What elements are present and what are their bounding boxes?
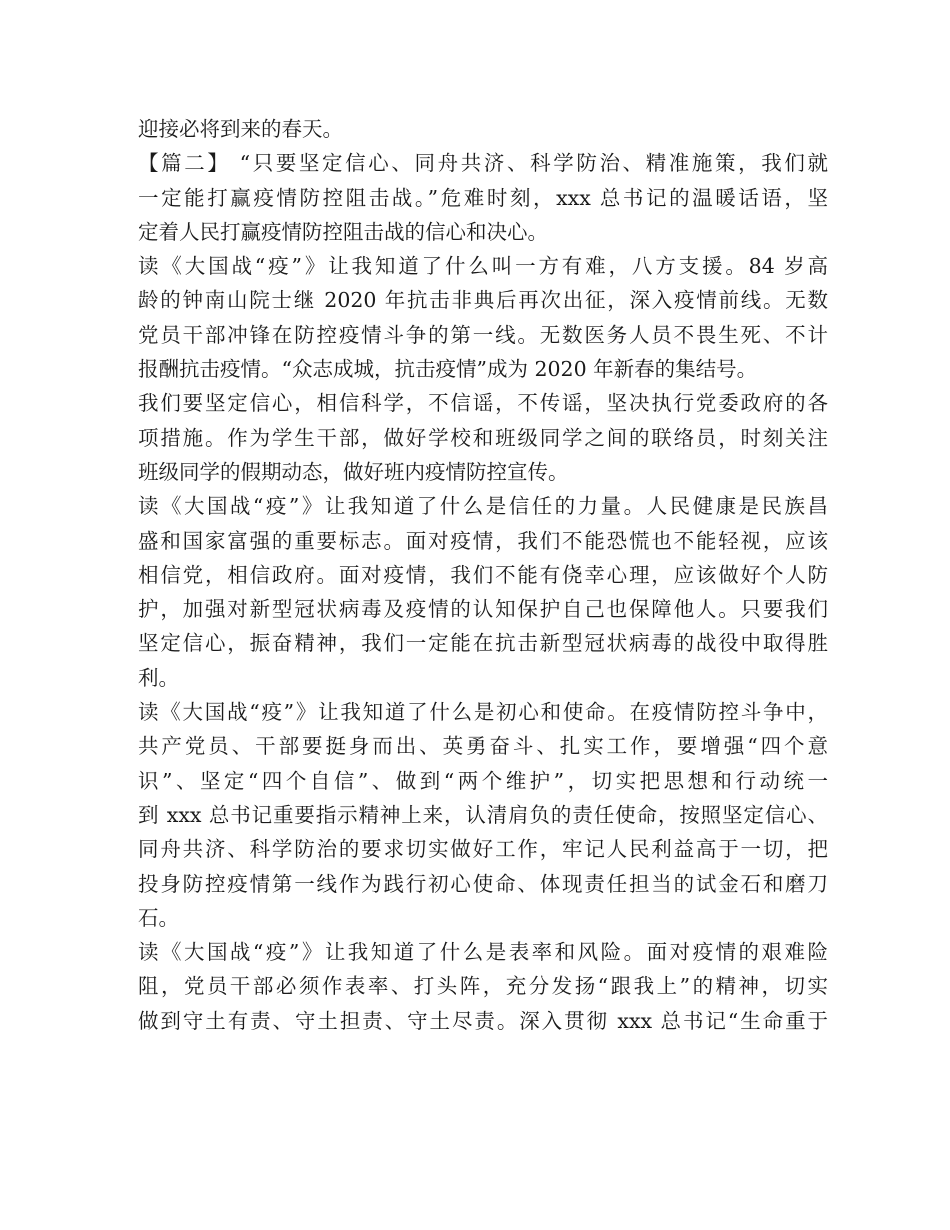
text-line: 【篇二】 “只要坚定信心、同舟共济、科学防治、精准施策，我们就 [138, 151, 828, 176]
text-line: 龄的钟南山院士继 2020 年抗击非典后再次出征，深入疫情前线。无数 [138, 288, 828, 313]
text-line: 投身防控疫情第一线作为践行初心使命、体现责任担当的试金石和磨刀 [138, 871, 828, 896]
text-line: 同舟共济、科学防治的要求切实做好工作，牢记人民利益高于一切，把 [138, 837, 828, 862]
document-body [138, 112, 828, 1038]
text-line: 我们要坚定信心，相信科学，不信谣，不传谣，坚决执行党委政府的各 [138, 391, 828, 416]
text-line: 识”、坚定“四个自信”、做到“两个维护”，切实把思想和行动统一 [138, 768, 828, 793]
text-line: 盛和国家富强的重要标志。面对疫情，我们不能恐慌也不能轻视，应该 [138, 528, 828, 553]
text-line: 到 xxx 总书记重要指示精神上来，认清肩负的责任使命，按照坚定信心、 [138, 802, 828, 827]
text-line: 坚定信心，振奋精神，我们一定能在抗击新型冠状病毒的战役中取得胜 [138, 631, 828, 656]
text-line: 读《大国战“疫”》让我知道了什么是初心和使命。在疫情防控斗争中， [138, 700, 828, 725]
text-line: 报酬抗击疫情。“众志成城，抗击疫情”成为 2020 年新春的集结号。 [138, 357, 758, 382]
text-line: 共产党员、干部要挺身而出、英勇奋斗、扎实工作，要增强“四个意 [138, 734, 828, 759]
text-line: 读《大国战“疫”》让我知道了什么是表率和风险。面对疫情的艰难险 [138, 940, 828, 965]
text-line: 班级同学的假期动态，做好班内疫情防控宣传。 [138, 459, 569, 484]
text-line: 党员干部冲锋在防控疫情斗争的第一线。无数医务人员不畏生死、不计 [138, 322, 828, 347]
text-line: 相信党，相信政府。面对疫情，我们不能有侥幸心理，应该做好个人防 [138, 562, 828, 587]
text-line: 读《大国战“疫”》让我知道了什么叫一方有难，八方支援。84 岁高 [138, 254, 828, 279]
text-line: 定着人民打赢疫情防控阻击战的信心和决心。 [138, 219, 548, 244]
text-line: 做到守土有责、守土担责、守土尽责。深入贯彻 xxx 总书记“生命重于 [138, 1008, 828, 1033]
text-line: 石。 [138, 905, 179, 930]
text-line: 护，加强对新型冠状病毒及疫情的认知保护自己也保障他人。只要我们 [138, 597, 828, 622]
text-line: 项措施。作为学生干部，做好学校和班级同学之间的联络员，时刻关注 [138, 425, 828, 450]
text-line: 利。 [138, 665, 179, 690]
text-line: 读《大国战“疫”》让我知道了什么是信任的力量。人民健康是民族昌 [138, 494, 828, 519]
text-line: 一定能打赢疫情防控阻击战。”危难时刻，xxx 总书记的温暖话语，坚 [138, 185, 828, 210]
text-line: 迎接必将到来的春天。 [138, 117, 343, 141]
text-line: 阻，党员干部必须作表率、打头阵，充分发扬“跟我上”的精神，切实 [138, 974, 828, 999]
